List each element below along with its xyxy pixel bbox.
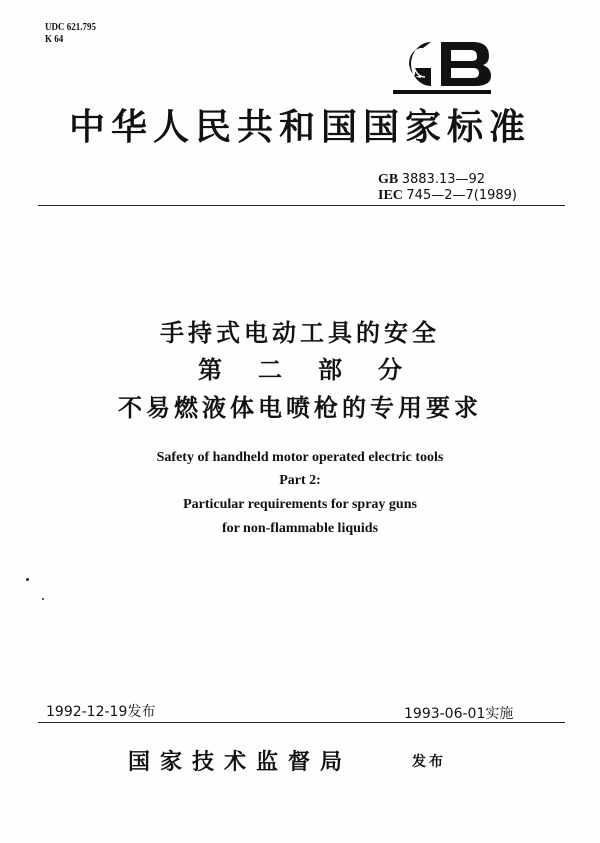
standard-codes bbox=[378, 172, 517, 204]
en-title-line-3: Particular requirements for spray guns bbox=[183, 497, 417, 512]
gb-prefix: GB bbox=[378, 172, 399, 187]
publish-date: 1992-12-19发布 bbox=[46, 704, 156, 720]
margin-mark bbox=[42, 598, 44, 600]
standard-title: 中华人民共和国国家标准 bbox=[68, 106, 531, 148]
en-title-line-1: Safety of handheld motor operated electric tools bbox=[156, 450, 444, 465]
footer-divider bbox=[38, 722, 565, 723]
udc-classification bbox=[45, 22, 96, 46]
cn-title-line-1: 手持式电动工具的安全 bbox=[160, 319, 440, 347]
iec-prefix: IEC bbox=[378, 188, 403, 203]
issued-label: 发布 bbox=[412, 754, 446, 770]
iec-number: 745—2—7(1989) bbox=[406, 188, 517, 203]
gb-code-line bbox=[378, 172, 517, 188]
gb-number: 3883.13—92 bbox=[401, 172, 486, 187]
publisher-name: 国家技术监督局 bbox=[128, 749, 353, 775]
cn-title-line-2: 第二部分 bbox=[198, 356, 438, 384]
cn-title-line-3: 不易燃液体电喷枪的专用要求 bbox=[118, 394, 482, 422]
udc-number: UDC 621.795 bbox=[45, 22, 97, 33]
classification-code: K 64 bbox=[45, 34, 64, 45]
en-title-line-2: Part 2: bbox=[279, 473, 321, 488]
iec-code-line bbox=[378, 188, 517, 204]
header-divider bbox=[38, 205, 565, 206]
effective-date: 1993-06-01实施 bbox=[404, 706, 514, 722]
gb-logo bbox=[385, 30, 497, 98]
margin-mark bbox=[26, 578, 29, 581]
en-title-line-4: for non-flammable liquids bbox=[221, 521, 379, 536]
